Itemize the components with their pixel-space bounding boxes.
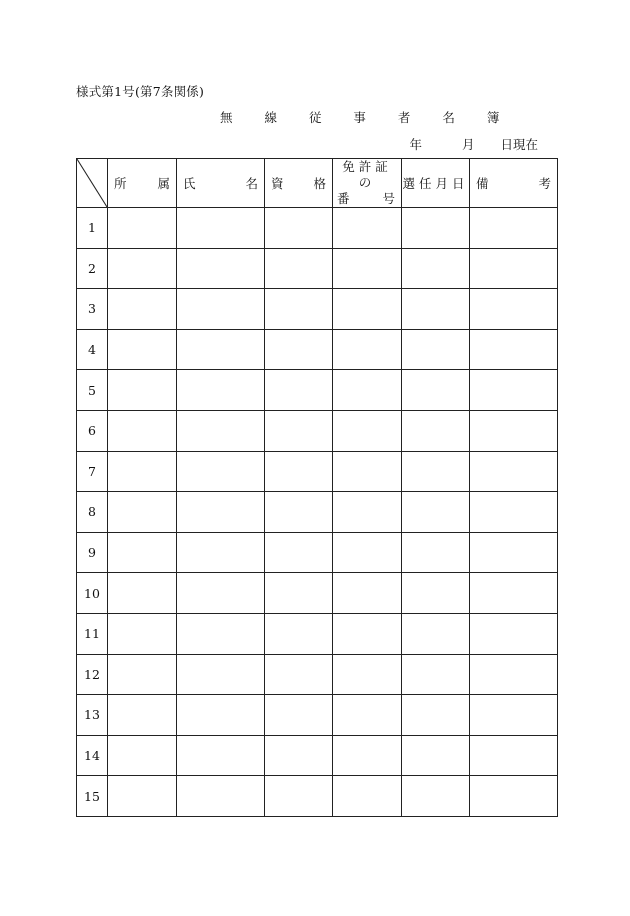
table-body bbox=[77, 208, 558, 817]
as-of-month: 月 bbox=[461, 137, 475, 152]
cell-qualification[interactable] bbox=[265, 208, 333, 249]
cell-appointment-date[interactable] bbox=[402, 289, 470, 330]
cell-remarks[interactable] bbox=[470, 451, 558, 492]
cell-appointment-date[interactable] bbox=[402, 451, 470, 492]
cell-appointment-date[interactable] bbox=[402, 410, 470, 451]
cell-remarks[interactable] bbox=[470, 208, 558, 249]
row-number: 10 bbox=[77, 573, 108, 614]
row-number: 11 bbox=[77, 613, 108, 654]
cell-name[interactable] bbox=[177, 695, 265, 736]
cell-name[interactable] bbox=[177, 735, 265, 776]
cell-remarks[interactable] bbox=[470, 613, 558, 654]
cell-affiliation[interactable] bbox=[108, 573, 177, 614]
diagonal-line bbox=[77, 159, 107, 207]
cell-qualification[interactable] bbox=[265, 289, 333, 330]
cell-name[interactable] bbox=[177, 654, 265, 695]
cell-affiliation[interactable] bbox=[108, 370, 177, 411]
cell-name[interactable] bbox=[177, 410, 265, 451]
cell-name[interactable] bbox=[177, 532, 265, 573]
cell-appointment-date[interactable] bbox=[402, 492, 470, 533]
table-row bbox=[77, 451, 558, 492]
cell-qualification[interactable] bbox=[265, 410, 333, 451]
cell-name[interactable] bbox=[177, 208, 265, 249]
table-row bbox=[77, 410, 558, 451]
cell-remarks[interactable] bbox=[470, 654, 558, 695]
cell-affiliation[interactable] bbox=[108, 248, 177, 289]
cell-affiliation[interactable] bbox=[108, 289, 177, 330]
row-number: 5 bbox=[77, 370, 108, 411]
cell-appointment-date[interactable] bbox=[402, 735, 470, 776]
row-number: 1 bbox=[77, 208, 108, 249]
table-row bbox=[77, 573, 558, 614]
table-row bbox=[77, 208, 558, 249]
row-number: 4 bbox=[77, 329, 108, 370]
cell-remarks[interactable] bbox=[470, 735, 558, 776]
table-row bbox=[77, 735, 558, 776]
table-row bbox=[77, 613, 558, 654]
cell-name[interactable] bbox=[177, 776, 265, 817]
table-header-row bbox=[77, 159, 558, 208]
cell-remarks[interactable] bbox=[470, 410, 558, 451]
cell-affiliation[interactable] bbox=[108, 532, 177, 573]
cell-license-number[interactable] bbox=[333, 735, 402, 776]
cell-name[interactable] bbox=[177, 451, 265, 492]
as-of-year: 年 bbox=[409, 137, 422, 152]
cell-qualification[interactable] bbox=[265, 329, 333, 370]
cell-remarks[interactable] bbox=[470, 695, 558, 736]
table-row bbox=[77, 370, 558, 411]
cell-affiliation[interactable] bbox=[108, 451, 177, 492]
cell-license-number[interactable] bbox=[333, 695, 402, 736]
cell-affiliation[interactable] bbox=[108, 654, 177, 695]
cell-name[interactable] bbox=[177, 248, 265, 289]
cell-qualification[interactable] bbox=[265, 370, 333, 411]
cell-remarks[interactable] bbox=[470, 776, 558, 817]
as-of-date bbox=[409, 135, 538, 153]
cell-qualification[interactable] bbox=[265, 735, 333, 776]
cell-qualification[interactable] bbox=[265, 451, 333, 492]
cell-appointment-date[interactable] bbox=[402, 248, 470, 289]
cell-license-number[interactable] bbox=[333, 370, 402, 411]
header-qualification: 資 格 bbox=[265, 159, 333, 208]
cell-qualification[interactable] bbox=[265, 532, 333, 573]
row-number: 14 bbox=[77, 735, 108, 776]
table-row bbox=[77, 248, 558, 289]
corner-diagonal-cell bbox=[77, 159, 108, 208]
cell-remarks[interactable] bbox=[470, 532, 558, 573]
header-remarks: 備 考 bbox=[470, 159, 558, 208]
header-appointment-date: 選任月日 bbox=[402, 159, 470, 208]
cell-appointment-date[interactable] bbox=[402, 329, 470, 370]
cell-name[interactable] bbox=[177, 492, 265, 533]
cell-remarks[interactable] bbox=[470, 573, 558, 614]
cell-appointment-date[interactable] bbox=[402, 695, 470, 736]
cell-license-number[interactable] bbox=[333, 654, 402, 695]
cell-license-number[interactable] bbox=[333, 289, 402, 330]
cell-qualification[interactable] bbox=[265, 613, 333, 654]
cell-qualification[interactable] bbox=[265, 695, 333, 736]
table-row bbox=[77, 776, 558, 817]
cell-remarks[interactable] bbox=[470, 370, 558, 411]
cell-name[interactable] bbox=[177, 370, 265, 411]
row-number: 9 bbox=[77, 532, 108, 573]
cell-license-number[interactable] bbox=[333, 410, 402, 451]
cell-affiliation[interactable] bbox=[108, 613, 177, 654]
cell-name[interactable] bbox=[177, 613, 265, 654]
cell-affiliation[interactable] bbox=[108, 410, 177, 451]
cell-appointment-date[interactable] bbox=[402, 613, 470, 654]
radio-operator-register-table bbox=[76, 158, 558, 817]
cell-affiliation[interactable] bbox=[108, 735, 177, 776]
cell-qualification[interactable] bbox=[265, 248, 333, 289]
cell-name[interactable] bbox=[177, 573, 265, 614]
cell-name[interactable] bbox=[177, 289, 265, 330]
cell-appointment-date[interactable] bbox=[402, 208, 470, 249]
cell-qualification[interactable] bbox=[265, 654, 333, 695]
row-number: 3 bbox=[77, 289, 108, 330]
header-license-number: 免許証の 番 号 bbox=[333, 159, 402, 208]
header-name: 氏 名 bbox=[177, 159, 265, 208]
table-row bbox=[77, 492, 558, 533]
cell-appointment-date[interactable] bbox=[402, 776, 470, 817]
cell-license-number[interactable] bbox=[333, 613, 402, 654]
cell-license-number[interactable] bbox=[333, 776, 402, 817]
cell-appointment-date[interactable] bbox=[402, 370, 470, 411]
table-row bbox=[77, 695, 558, 736]
row-number: 12 bbox=[77, 654, 108, 695]
document-title: 無 線 従 事 者 名 簿 bbox=[220, 110, 514, 125]
row-number: 2 bbox=[77, 248, 108, 289]
row-number: 8 bbox=[77, 492, 108, 533]
cell-affiliation[interactable] bbox=[108, 776, 177, 817]
cell-qualification[interactable] bbox=[265, 776, 333, 817]
cell-remarks[interactable] bbox=[470, 329, 558, 370]
row-number: 7 bbox=[77, 451, 108, 492]
cell-license-number[interactable] bbox=[333, 492, 402, 533]
cell-affiliation[interactable] bbox=[108, 208, 177, 249]
cell-appointment-date[interactable] bbox=[402, 573, 470, 614]
header-affiliation: 所 属 bbox=[108, 159, 177, 208]
cell-remarks[interactable] bbox=[470, 248, 558, 289]
cell-affiliation[interactable] bbox=[108, 329, 177, 370]
cell-license-number[interactable] bbox=[333, 248, 402, 289]
cell-license-number[interactable] bbox=[333, 573, 402, 614]
cell-license-number[interactable] bbox=[333, 451, 402, 492]
as-of-day: 日現在 bbox=[500, 137, 538, 152]
cell-license-number[interactable] bbox=[333, 208, 402, 249]
cell-affiliation[interactable] bbox=[108, 695, 177, 736]
cell-remarks[interactable] bbox=[470, 289, 558, 330]
cell-affiliation[interactable] bbox=[108, 492, 177, 533]
cell-qualification[interactable] bbox=[265, 492, 333, 533]
cell-appointment-date[interactable] bbox=[402, 654, 470, 695]
table-row bbox=[77, 532, 558, 573]
row-number: 6 bbox=[77, 410, 108, 451]
cell-remarks[interactable] bbox=[470, 492, 558, 533]
row-number: 13 bbox=[77, 695, 108, 736]
cell-name[interactable] bbox=[177, 329, 265, 370]
table-row bbox=[77, 329, 558, 370]
form-number-label: 様式第1号(第7条関係) bbox=[76, 84, 205, 99]
cell-license-number[interactable] bbox=[333, 532, 402, 573]
table-row bbox=[77, 289, 558, 330]
table-row bbox=[77, 654, 558, 695]
cell-qualification[interactable] bbox=[265, 573, 333, 614]
cell-appointment-date[interactable] bbox=[402, 532, 470, 573]
cell-license-number[interactable] bbox=[333, 329, 402, 370]
row-number: 15 bbox=[77, 776, 108, 817]
